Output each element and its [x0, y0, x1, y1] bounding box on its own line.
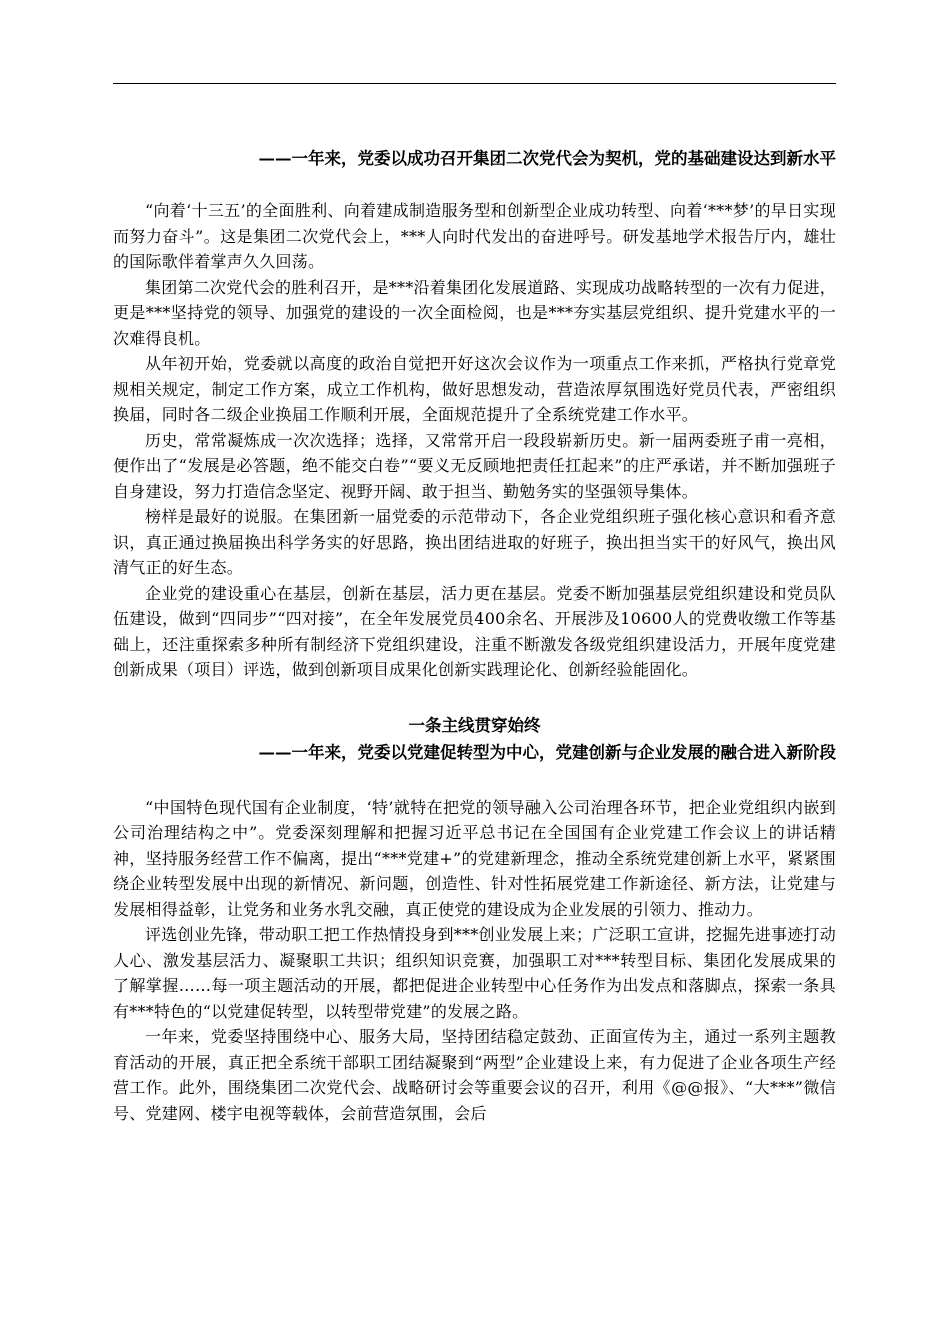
- section2-subtitle: ——一年来，党委以党建促转型为中心，党建创新与企业发展的融合进入新阶段: [258, 742, 836, 762]
- paragraph: 一年来，党委坚持围绕中心、服务大局，坚持团结稳定鼓劲、正面宣传为主，通过一系列主题教育活动的开展，真正把全系统干部职工团结凝聚到“两型”企业建设上来，有力促进了企业各项生产经营工作。此外，围绕集团二次党代会、战略研讨会等重要会议的召开，利用《@@报》、“大***”微信号、党建网、楼宇电视等载体，会前营造氛围，会后: [113, 1027, 836, 1123]
- paragraph: 历史，常常凝炼成一次次选择；选择，又常常开启一段段崭新历史。新一届两委班子甫一亮相，便作出了“发展是必答题，绝不能交白卷”“要义无反顾地把责任扛起来”的庄严承诺，并不断加强班子自身建设，努力打造信念坚定、视野开阔、敢于担当、勤勉务实的坚强领导集体。: [113, 430, 836, 501]
- paragraph: “向着‘十三五’的全面胜利、向着建成制造服务型和创新型企业成功转型、向着‘***梦’的早日实现而努力奋斗”。这是集团二次党代会上，***人向时代发出的奋进呼号。研发基地学术报告厅内，雄壮的国际歌伴着掌声久久回荡。: [113, 201, 836, 271]
- paragraph: 评选创业先锋，带动职工把工作热情投身到***创业发展上来；广泛职工宣讲，挖掘先进事迹打动人心、激发基层活力、凝聚职工共识；组织知识竞赛，加强职工对***转型目标、集团化发展成果的了解掌握……每一项主题活动的开展，都把促进企业转型中心任务作为出发点和落脚点，探索一条具有***特色的“以党建促转型，以转型带党建”的发展之路。: [113, 925, 837, 1021]
- paragraph: “中国特色现代国有企业制度，‘特’就特在把党的领导融入公司治理各环节，把企业党组织内嵌到公司治理结构之中”。党委深刻理解和把握习近平总书记在全国国有企业党建工作会议上的讲话精神，坚持服务经营工作不偏离，提出“***党建+”的党建新理念，推动全系统党建创新上水平，紧紧围绕企业转型发展中出现的新情况、新问题，创造性、针对性拓展党建工作新途径、新方法，让党建与发展相得益彰，让党务和业务水乳交融，真正使党的建设成为企业发展的引领力、推动力。: [113, 797, 836, 919]
- paragraph: 企业党的建设重心在基层，创新在基层，活力更在基层。党委不断加强基层党组织建设和党员队伍建设，做到“四同步”“四对接”，在全年发展党员400余名、开展涉及10600人的党费收缴工作等基础上，还注重探索多种所有制经济下党组织建设，注重不断激发各级党组织建设活力，开展年度党建创新成果（项目）评选，做到创新项目成果化创新实践理论化、创新经验能固化。: [113, 583, 836, 679]
- paragraph: 从年初开始，党委就以高度的政治自觉把开好这次会议作为一项重点工作来抓，严格执行党章党规相关规定，制定工作方案，成立工作机构，做好思想发动，营造浓厚氛围选好党员代表，严密组织换届，同时各二级企业换届工作顺利开展，全面规范提升了全系统党建工作水平。: [113, 354, 836, 424]
- header-rule: [113, 83, 836, 84]
- paragraph: 集团第二次党代会的胜利召开，是***沿着集团化发展道路、实现成功战略转型的一次有力促进，更是***坚持党的领导、加强党的建设的一次全面检阅，也是***夯实基层党组织、提升党建水平的一次难得良机。: [113, 277, 837, 348]
- section2-title: 一条主线贯穿始终: [408, 715, 541, 735]
- section1-subtitle: ——一年来，党委以成功召开集团二次党代会为契机，党的基础建设达到新水平: [258, 149, 836, 168]
- document-body: [113, 145, 836, 1126]
- paragraph: 榜样是最好的说服。在集团新一届党委的示范带动下，各企业党组织班子强化核心意识和看齐意识，真正通过换届换出科学务实的好思路，换出团结进取的好班子，换出担当实干的好风气，换出风清气正的好生态。: [113, 507, 836, 577]
